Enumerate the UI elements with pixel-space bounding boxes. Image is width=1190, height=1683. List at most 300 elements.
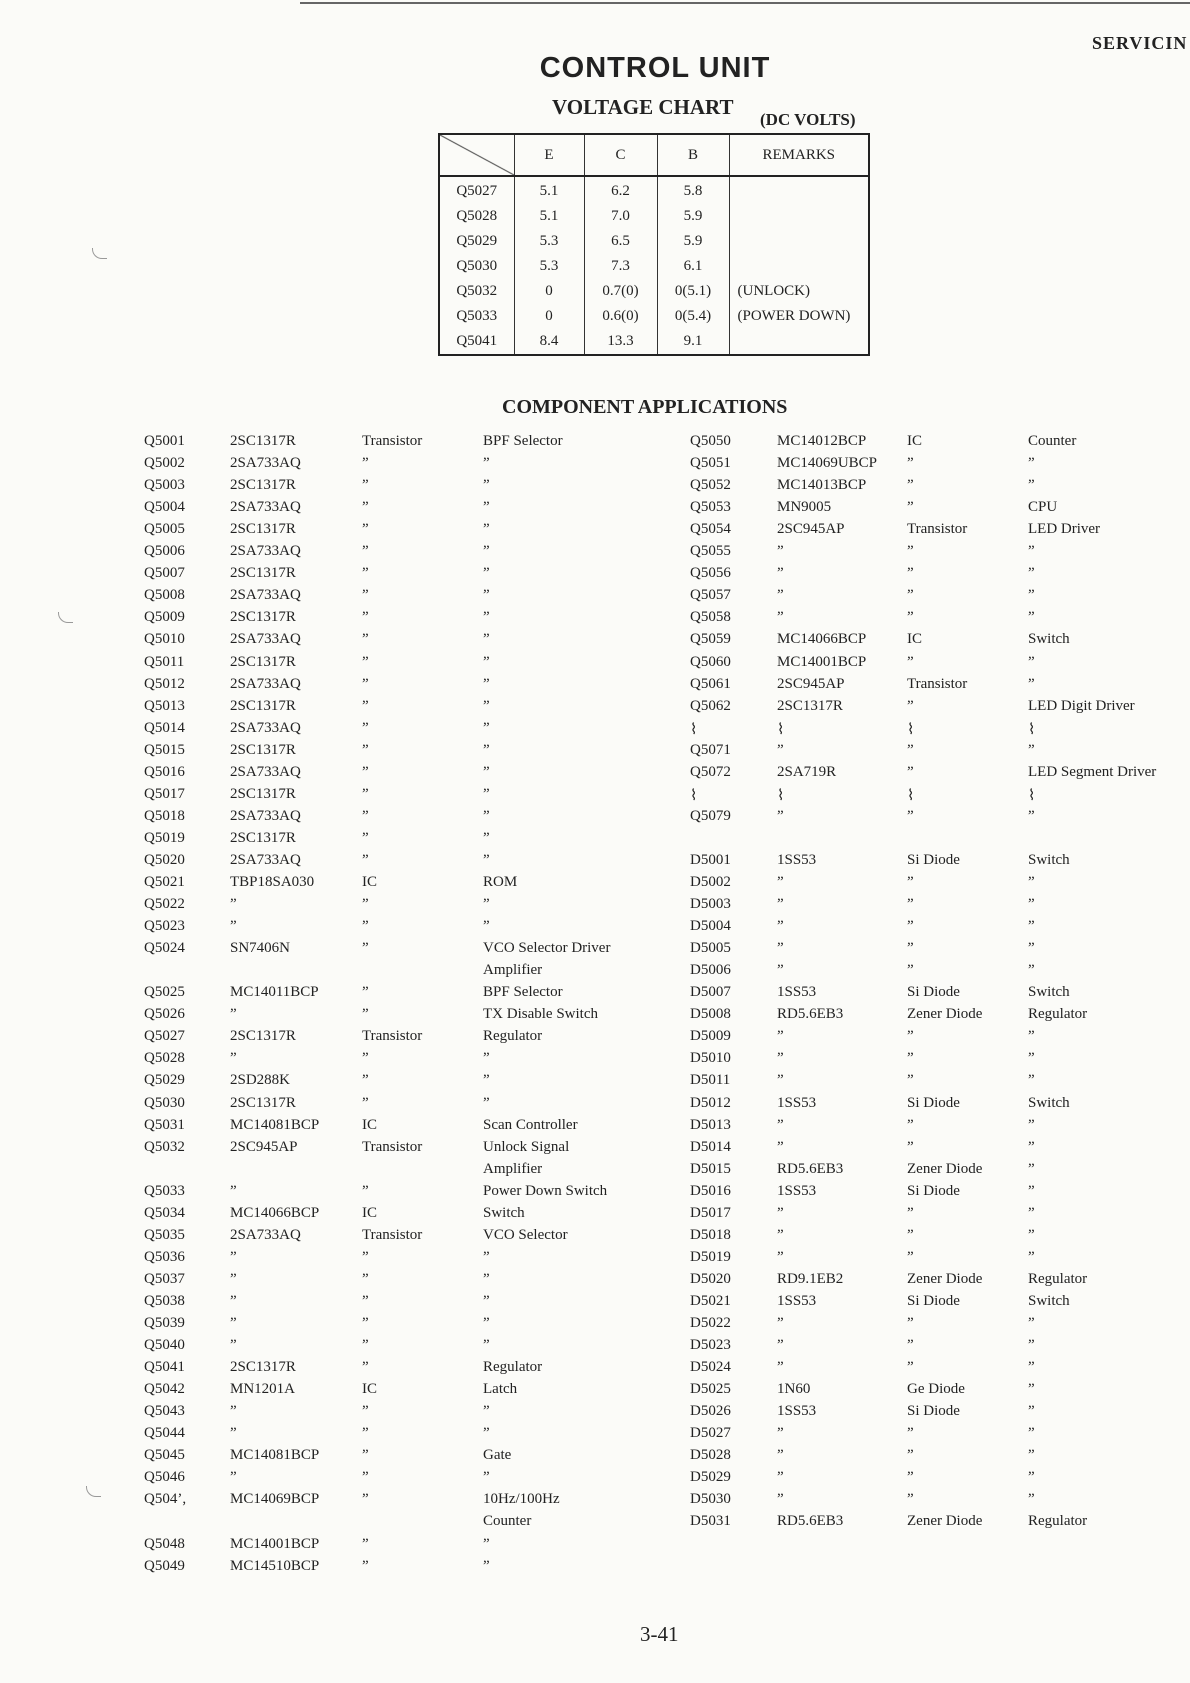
device-type: ”	[907, 1248, 914, 1265]
device-type: ”	[362, 1094, 369, 1111]
part-number: ”	[777, 543, 784, 560]
ref-designator: Q5056	[690, 565, 731, 582]
device-type: ”	[362, 741, 369, 758]
voltage-chart-body	[439, 176, 869, 355]
function: CPU	[1028, 499, 1058, 516]
ref-designator: D5011	[690, 1072, 731, 1089]
device-type: ”	[907, 1315, 914, 1331]
ref-designator: Q5040	[144, 1337, 185, 1354]
device-type: ”	[362, 719, 369, 736]
base-voltage: 9.1	[657, 329, 729, 355]
function: LED Driver	[1028, 521, 1101, 538]
device-type: ”	[362, 1050, 369, 1067]
function: ”	[483, 587, 490, 604]
part-number: ”	[230, 1469, 237, 1486]
ref-designator: D5019	[690, 1248, 731, 1265]
function: ”	[1028, 1337, 1035, 1354]
collector-voltage: 6.2	[584, 176, 657, 204]
remarks	[729, 254, 869, 279]
function: ”	[1028, 940, 1035, 957]
function: ”	[1028, 1491, 1035, 1508]
transistor-id: Q5029	[456, 233, 498, 249]
device-type: ”	[362, 697, 369, 714]
function: Gate	[483, 1447, 512, 1464]
device-type: ”	[362, 1072, 369, 1089]
function: ”	[483, 1469, 490, 1486]
device-type: ”	[362, 1447, 369, 1464]
function: ”	[483, 719, 490, 736]
function: Power Down Switch	[483, 1182, 608, 1199]
function: BPF Selector	[483, 984, 563, 1001]
voltage-row	[439, 254, 869, 279]
transistor-id: Q5033	[456, 308, 498, 324]
voltage-row	[439, 304, 869, 329]
part-number: MN1201A	[230, 1381, 296, 1398]
device-type: IC	[362, 1381, 377, 1398]
device-type: ”	[362, 763, 369, 780]
voltage-row	[439, 279, 869, 304]
part-number: ”	[777, 587, 784, 604]
part-number: 2SD288K	[230, 1072, 291, 1089]
device-type: ”	[907, 543, 914, 560]
ref-designator: D5017	[690, 1204, 731, 1221]
part-number: 2SC945AP	[777, 521, 845, 538]
function: ”	[1028, 1226, 1035, 1243]
ref-designator: D5027	[690, 1425, 731, 1442]
part-number: ⌇	[777, 721, 785, 738]
device-type: Transistor	[362, 1028, 423, 1045]
function: ”	[483, 1403, 490, 1420]
remarks	[729, 229, 869, 254]
function: ”	[483, 609, 490, 626]
ref-designator: Q5027	[144, 1028, 185, 1045]
ref-designator: Q5028	[144, 1050, 185, 1067]
col-header-b: B	[657, 134, 729, 176]
function: ”	[1028, 918, 1035, 935]
device-type: ”	[907, 455, 914, 472]
device-type: ”	[907, 896, 914, 913]
top-edge-line	[300, 2, 1190, 4]
function: ”	[1028, 1425, 1035, 1442]
function: ”	[483, 1248, 490, 1265]
device-type: Si Diode	[907, 984, 960, 1001]
ref-designator: Q5006	[144, 543, 185, 560]
device-type: Transistor	[362, 433, 423, 449]
ref-designator: D5029	[690, 1469, 731, 1486]
part-number: ”	[777, 918, 784, 935]
part-number: 2SC945AP	[777, 675, 845, 692]
device-type: Si Diode	[907, 1403, 960, 1420]
ref-designator: Q5010	[144, 631, 185, 648]
base-voltage: 0(5.1)	[657, 279, 729, 304]
device-type: ”	[362, 477, 369, 494]
ref-designator: D5025	[690, 1381, 731, 1398]
voltage-chart-title: VOLTAGE CHART	[552, 95, 734, 119]
remarks	[729, 204, 869, 229]
device-type: ”	[362, 807, 369, 824]
function: ”	[1028, 653, 1035, 670]
device-type: ”	[907, 1337, 914, 1354]
device-type: ”	[362, 1248, 369, 1265]
part-number: ”	[777, 565, 784, 582]
device-type: Transistor	[907, 521, 968, 538]
ref-designator: D5028	[690, 1447, 731, 1464]
device-type: ”	[362, 587, 369, 604]
ref-designator: D5007	[690, 984, 731, 1001]
function: ”	[1028, 675, 1035, 692]
device-type: Zener Diode	[907, 1270, 983, 1287]
part-number: ”	[230, 1425, 237, 1442]
part-number: 2SA733AQ	[230, 851, 301, 868]
ref-designator: D5023	[690, 1337, 731, 1354]
transistor-id: Q5028	[456, 208, 498, 224]
part-number: RD5.6EB3	[777, 1006, 844, 1023]
device-type: ”	[362, 631, 369, 648]
part-number: ”	[777, 807, 784, 824]
ref-designator: Q5048	[144, 1535, 185, 1552]
function: LED Segment Driver	[1028, 763, 1157, 780]
function: VCO Selector	[483, 1226, 568, 1243]
transistor-id: Q5041	[456, 333, 498, 349]
ref-designator: Q5031	[144, 1116, 185, 1133]
part-number: ”	[777, 741, 784, 758]
ref-designator: Q5021	[144, 874, 185, 890]
part-number: 1SS53	[777, 984, 817, 1001]
function: ”	[1028, 1160, 1035, 1177]
part-number: MC14069BCP	[230, 1491, 320, 1508]
part-number: 1SS53	[777, 1094, 817, 1111]
device-type: ”	[907, 1425, 914, 1442]
ref-designator: Q5072	[690, 763, 731, 780]
device-type: ”	[907, 653, 914, 670]
part-number: ”	[230, 918, 237, 935]
device-type: ”	[362, 896, 369, 913]
function: Latch	[483, 1381, 518, 1398]
function: Regulator	[483, 1359, 543, 1376]
ref-designator: Q5053	[690, 499, 731, 516]
emitter-voltage: 8.4	[514, 329, 584, 355]
part-number: ”	[230, 1337, 237, 1354]
emitter-voltage: 0	[514, 304, 584, 329]
device-type: ”	[362, 1337, 369, 1354]
part-number: ”	[230, 1006, 237, 1023]
function: ”	[1028, 1447, 1035, 1464]
ref-designator: Q5024	[144, 940, 185, 957]
function: ”	[483, 653, 490, 670]
emitter-voltage: 0	[514, 279, 584, 304]
ref-designator: Q5057	[690, 587, 731, 604]
page-number: 3-41	[640, 1622, 679, 1646]
part-number: 2SA719R	[777, 763, 837, 780]
part-number: ”	[777, 896, 784, 913]
function: ”	[483, 675, 490, 692]
function: ”	[1028, 1116, 1035, 1133]
function: ”	[483, 1270, 490, 1287]
device-type: ⌇	[907, 721, 915, 738]
part-number: ”	[777, 1469, 784, 1486]
device-type: ”	[907, 940, 914, 957]
device-type: ”	[362, 1403, 369, 1420]
ref-designator: Q5017	[144, 785, 185, 802]
function: Switch	[483, 1204, 525, 1221]
ref-designator: Q5016	[144, 763, 185, 780]
ref-designator: D5013	[690, 1116, 731, 1133]
function: ”	[1028, 565, 1035, 582]
ref-designator: D5008	[690, 1006, 731, 1023]
function: ”	[483, 565, 490, 582]
remarks	[729, 176, 869, 204]
part-number: ”	[777, 1315, 784, 1331]
part-number: MC14011BCP	[230, 984, 319, 1001]
component-applications-title: COMPONENT APPLICATIONS	[502, 396, 788, 418]
part-number: 2SA733AQ	[230, 1226, 301, 1243]
function: ”	[483, 1425, 490, 1442]
part-number: 2SC1317R	[777, 697, 843, 714]
ref-designator: D5009	[690, 1028, 731, 1045]
function: ”	[483, 455, 490, 472]
device-type: ”	[362, 543, 369, 560]
function: ”	[483, 1292, 490, 1309]
part-number: 2SA733AQ	[230, 675, 301, 692]
ref-designator: Q5036	[144, 1248, 185, 1265]
part-number: MC14001BCP	[230, 1535, 320, 1552]
device-type: ”	[362, 851, 369, 868]
ref-designator: D5005	[690, 940, 731, 957]
ref-designator: Q5001	[144, 433, 185, 449]
function: ”	[483, 631, 490, 648]
part-number: ”	[777, 1028, 784, 1045]
part-number: 2SC945AP	[230, 1138, 298, 1155]
voltage-chart-units: (DC VOLTS)	[760, 110, 856, 129]
ref-designator: Q5037	[144, 1270, 185, 1287]
col-header-remarks: REMARKS	[729, 134, 869, 176]
device-type: Zener Diode	[907, 1160, 983, 1177]
transistor-id: Q5030	[456, 258, 498, 274]
function: ”	[483, 521, 490, 538]
ref-designator: Q5042	[144, 1381, 185, 1398]
function: ”	[483, 1315, 490, 1331]
device-type: ”	[362, 1006, 369, 1023]
remarks	[729, 329, 869, 355]
function: ”	[1028, 1315, 1035, 1331]
device-type: ”	[907, 1359, 914, 1376]
device-type: IC	[362, 1116, 377, 1133]
ref-designator: D5003	[690, 896, 731, 913]
part-number: 1N60	[777, 1381, 811, 1398]
function: ”	[483, 763, 490, 780]
function: Switch	[1028, 631, 1070, 648]
device-type: Transistor	[362, 1226, 423, 1243]
ref-designator: Q5035	[144, 1226, 185, 1243]
ref-designator: Q5039	[144, 1315, 185, 1331]
function: BPF Selector	[483, 433, 563, 449]
device-type: IC	[907, 631, 922, 648]
ref-designator: Q5015	[144, 741, 185, 758]
remarks: (POWER DOWN)	[729, 304, 869, 329]
device-type: ”	[362, 1359, 369, 1376]
device-type: ”	[907, 1116, 914, 1133]
ref-designator: Q5018	[144, 807, 185, 824]
part-number: MC14069UBCP	[777, 455, 878, 472]
part-number: 2SC1317R	[230, 741, 296, 758]
device-type: ”	[907, 697, 914, 714]
device-type: ”	[907, 962, 914, 979]
ref-designator: ⌇	[690, 787, 698, 804]
function: Regulator	[1028, 1513, 1088, 1530]
part-number: 2SC1317R	[230, 785, 296, 802]
function: ”	[1028, 874, 1035, 890]
part-number: ”	[777, 1072, 784, 1089]
device-type: IC	[362, 874, 377, 890]
function: Amplifier	[483, 962, 543, 979]
ref-designator: D5016	[690, 1182, 731, 1199]
part-number: 1SS53	[777, 1403, 817, 1420]
function: Counter	[1028, 433, 1077, 449]
function: ”	[1028, 1403, 1035, 1420]
ref-designator: D5015	[690, 1160, 731, 1177]
device-type: ”	[907, 1028, 914, 1045]
part-number: ”	[777, 940, 784, 957]
device-type: ”	[907, 1050, 914, 1067]
part-number: SN7406N	[230, 940, 291, 957]
function: ”	[1028, 1028, 1035, 1045]
part-number: 1SS53	[777, 1292, 817, 1309]
part-number: MN9005	[777, 499, 832, 516]
part-number: ”	[777, 1138, 784, 1155]
ref-designator: Q5008	[144, 587, 185, 604]
device-type: ”	[907, 565, 914, 582]
function: Regulator	[1028, 1270, 1088, 1287]
function: Regulator	[483, 1028, 543, 1045]
device-type: ”	[362, 1557, 369, 1574]
function: ”	[483, 1050, 490, 1067]
device-type: ”	[907, 477, 914, 494]
device-type: ”	[362, 1292, 369, 1309]
device-type: ”	[907, 874, 914, 890]
part-number: ”	[777, 1248, 784, 1265]
part-number: 2SC1317R	[230, 521, 296, 538]
part-number: ”	[777, 1050, 784, 1067]
ref-designator: Q5002	[144, 455, 185, 472]
device-type: ”	[362, 1535, 369, 1552]
function: 10Hz/100Hz	[483, 1491, 560, 1508]
device-type: ”	[362, 785, 369, 802]
collector-voltage: 0.6(0)	[584, 304, 657, 329]
function: Switch	[1028, 1094, 1070, 1111]
function: ”	[1028, 1182, 1035, 1199]
function: ”	[483, 785, 490, 802]
part-number: ”	[230, 1050, 237, 1067]
function: ”	[1028, 807, 1035, 824]
voltage-row	[439, 329, 869, 355]
device-type: IC	[907, 433, 922, 449]
ref-designator: Q5034	[144, 1204, 185, 1221]
function: Regulator	[1028, 1006, 1088, 1023]
function: ”	[1028, 1050, 1035, 1067]
ref-designator: Q5049	[144, 1557, 185, 1574]
collector-voltage: 7.0	[584, 204, 657, 229]
ref-designator: D5022	[690, 1315, 731, 1331]
function: Scan Controller	[483, 1116, 578, 1133]
base-voltage: 5.8	[657, 176, 729, 204]
part-number: 2SC1317R	[230, 433, 296, 449]
ref-designator: Q5029	[144, 1072, 185, 1089]
part-number: ”	[777, 1359, 784, 1376]
function: ”	[483, 851, 490, 868]
function: ”	[483, 807, 490, 824]
ref-designator: Q5004	[144, 499, 185, 516]
function: ”	[1028, 477, 1035, 494]
ref-designator: Q5038	[144, 1292, 185, 1309]
function: ”	[483, 829, 490, 846]
part-number: ”	[777, 609, 784, 626]
device-type: Si Diode	[907, 1292, 960, 1309]
function: ROM	[483, 874, 518, 890]
function: ”	[1028, 455, 1035, 472]
part-number: 2SA733AQ	[230, 631, 301, 648]
device-type: ”	[907, 1469, 914, 1486]
device-type: ”	[362, 1315, 369, 1331]
function: Unlock Signal	[483, 1138, 570, 1155]
device-type: ”	[362, 984, 369, 1001]
part-number: MC14013BCP	[777, 477, 867, 494]
part-number: MC14510BCP	[230, 1557, 320, 1574]
ref-designator: Q5007	[144, 565, 185, 582]
ref-designator: Q5025	[144, 984, 185, 1001]
function: ⌇	[1028, 721, 1036, 738]
device-type: ”	[907, 1491, 914, 1508]
ref-designator: Q5052	[690, 477, 731, 494]
device-type: ”	[907, 1226, 914, 1243]
part-number: RD5.6EB3	[777, 1513, 844, 1530]
ref-designator: D5004	[690, 918, 731, 935]
part-number: MC14081BCP	[230, 1116, 320, 1133]
ref-designator: Q5050	[690, 433, 731, 449]
device-type: ”	[362, 1425, 369, 1442]
base-voltage: 6.1	[657, 254, 729, 279]
ref-designator: Q5020	[144, 851, 185, 868]
device-type: ”	[907, 1138, 914, 1155]
device-type: Zener Diode	[907, 1006, 983, 1023]
device-type: Zener Diode	[907, 1513, 983, 1530]
ref-designator: ⌇	[690, 721, 698, 738]
ref-designator: Q5005	[144, 521, 185, 538]
part-number: 2SA733AQ	[230, 587, 301, 604]
ref-designator: Q5009	[144, 609, 185, 626]
ref-designator: D5026	[690, 1403, 731, 1420]
ref-designator: Q5032	[144, 1138, 185, 1155]
page-title: CONTROL UNIT	[539, 52, 771, 84]
function: ”	[483, 477, 490, 494]
device-type: ”	[362, 1469, 369, 1486]
device-type: ”	[907, 807, 914, 824]
part-number: MC14001BCP	[777, 653, 867, 670]
part-number: ”	[777, 874, 784, 890]
function: ”	[1028, 587, 1035, 604]
ref-designator: D5012	[690, 1094, 731, 1111]
ref-designator: D5006	[690, 962, 731, 979]
part-number: 2SA733AQ	[230, 499, 301, 516]
part-number: MC14066BCP	[777, 631, 867, 648]
function: ”	[483, 499, 490, 516]
function: ”	[483, 1094, 490, 1111]
part-number: 2SA733AQ	[230, 763, 301, 780]
emitter-voltage: 5.1	[514, 204, 584, 229]
function: ”	[1028, 1248, 1035, 1265]
ref-designator: Q5079	[690, 807, 731, 824]
collector-voltage: 6.5	[584, 229, 657, 254]
function: ”	[483, 918, 490, 935]
